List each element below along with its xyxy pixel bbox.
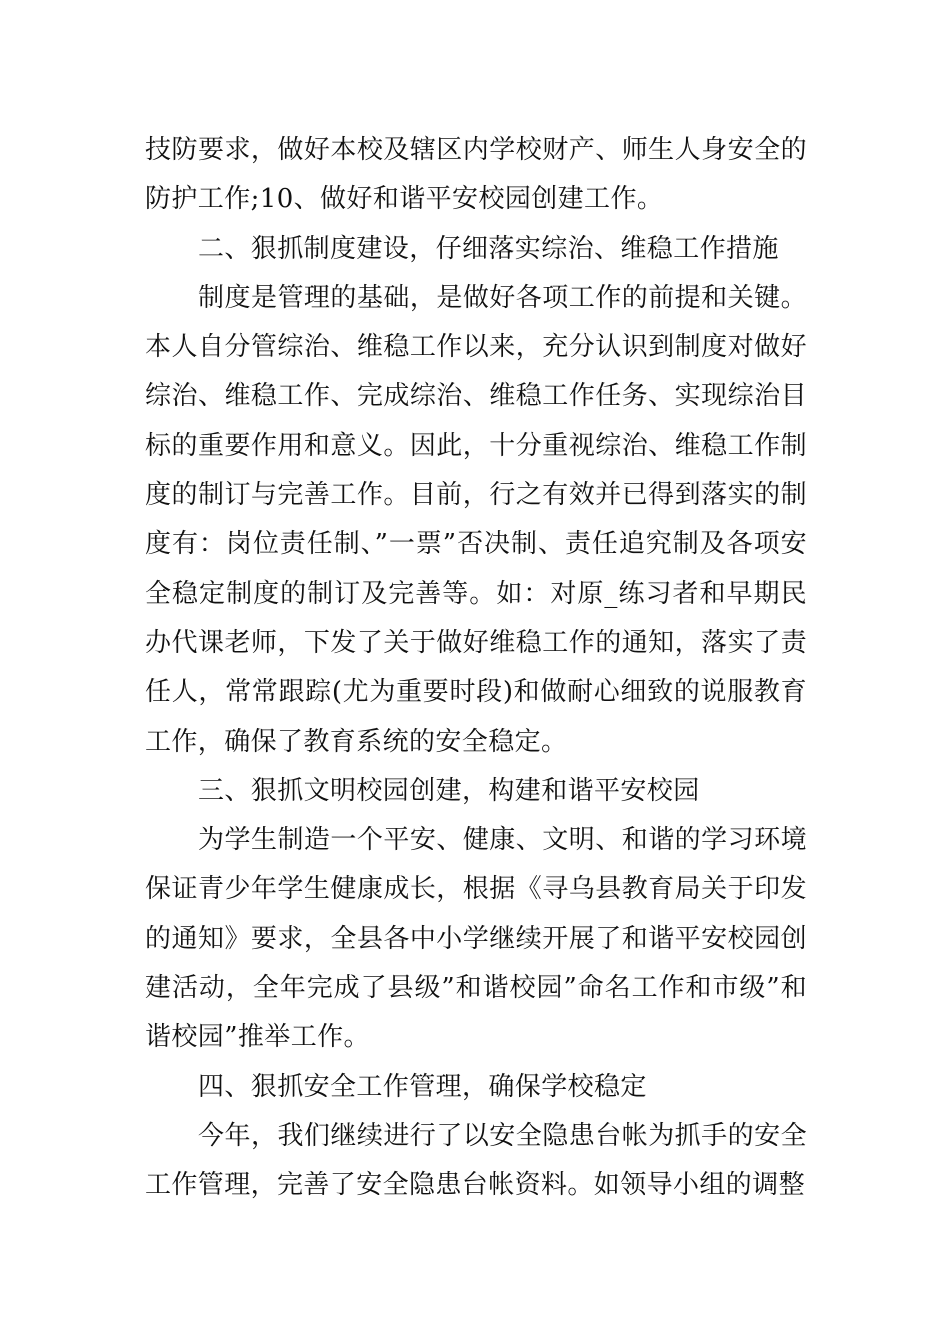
section-heading-3: 三、狠抓文明校园创建，构建和谐平安校园 xyxy=(198,775,700,806)
section-heading-4: 四、狠抓安全工作管理，确保学校稳定 xyxy=(198,1071,647,1102)
section-heading-2: 二、狠抓制度建设，仔细落实综治、维稳工作措施 xyxy=(198,233,779,264)
paragraph-system-building: 制度是管理的基础，是做好各项工作的前提和关键。本人自分管综治、维稳工作以来，充分认识到制度对做好综治、维稳工作、完成综治、维稳工作任务、实现综治目标的重要作用和意义。因此，十分重视综治、维稳工作制度的制订与完善工作。目前，行之有效并已得到落实的制度有：岗位责任制、”一票”否决制、责任追究制及各项安全稳定制度的制订及完善等。如：对原_练习者和早期民办代课老师，下发了关于做好维稳工作的通知，落实了责任人，常常跟踪(尤为重要时段)和做耐心细致的说服教育工作，确保了教育系统的安全稳定。 xyxy=(145,282,807,757)
document-body xyxy=(145,126,807,1211)
paragraph-continuation: 技防要求，做好本校及辖区内学校财产、师生人身安全的防护工作;10、做好和谐平安校园创建工作。 xyxy=(145,135,807,215)
paragraph-civilized-campus: 为学生制造一个平安、健康、文明、和谐的学习环境保证青少年学生健康成长，根据《寻乌县教育局关于印发的通知》要求，全县各中小学继续开展了和谐平安校园创建活动，全年完成了县级”和谐校园”命名工作和市级”和谐校园”推举工作。 xyxy=(145,825,807,1053)
paragraph-safety-management: 今年，我们继续进行了以安全隐患台帐为抓手的安全工作管理，完善了安全隐患台帐资料。如领导小组的调整 xyxy=(145,1120,807,1201)
